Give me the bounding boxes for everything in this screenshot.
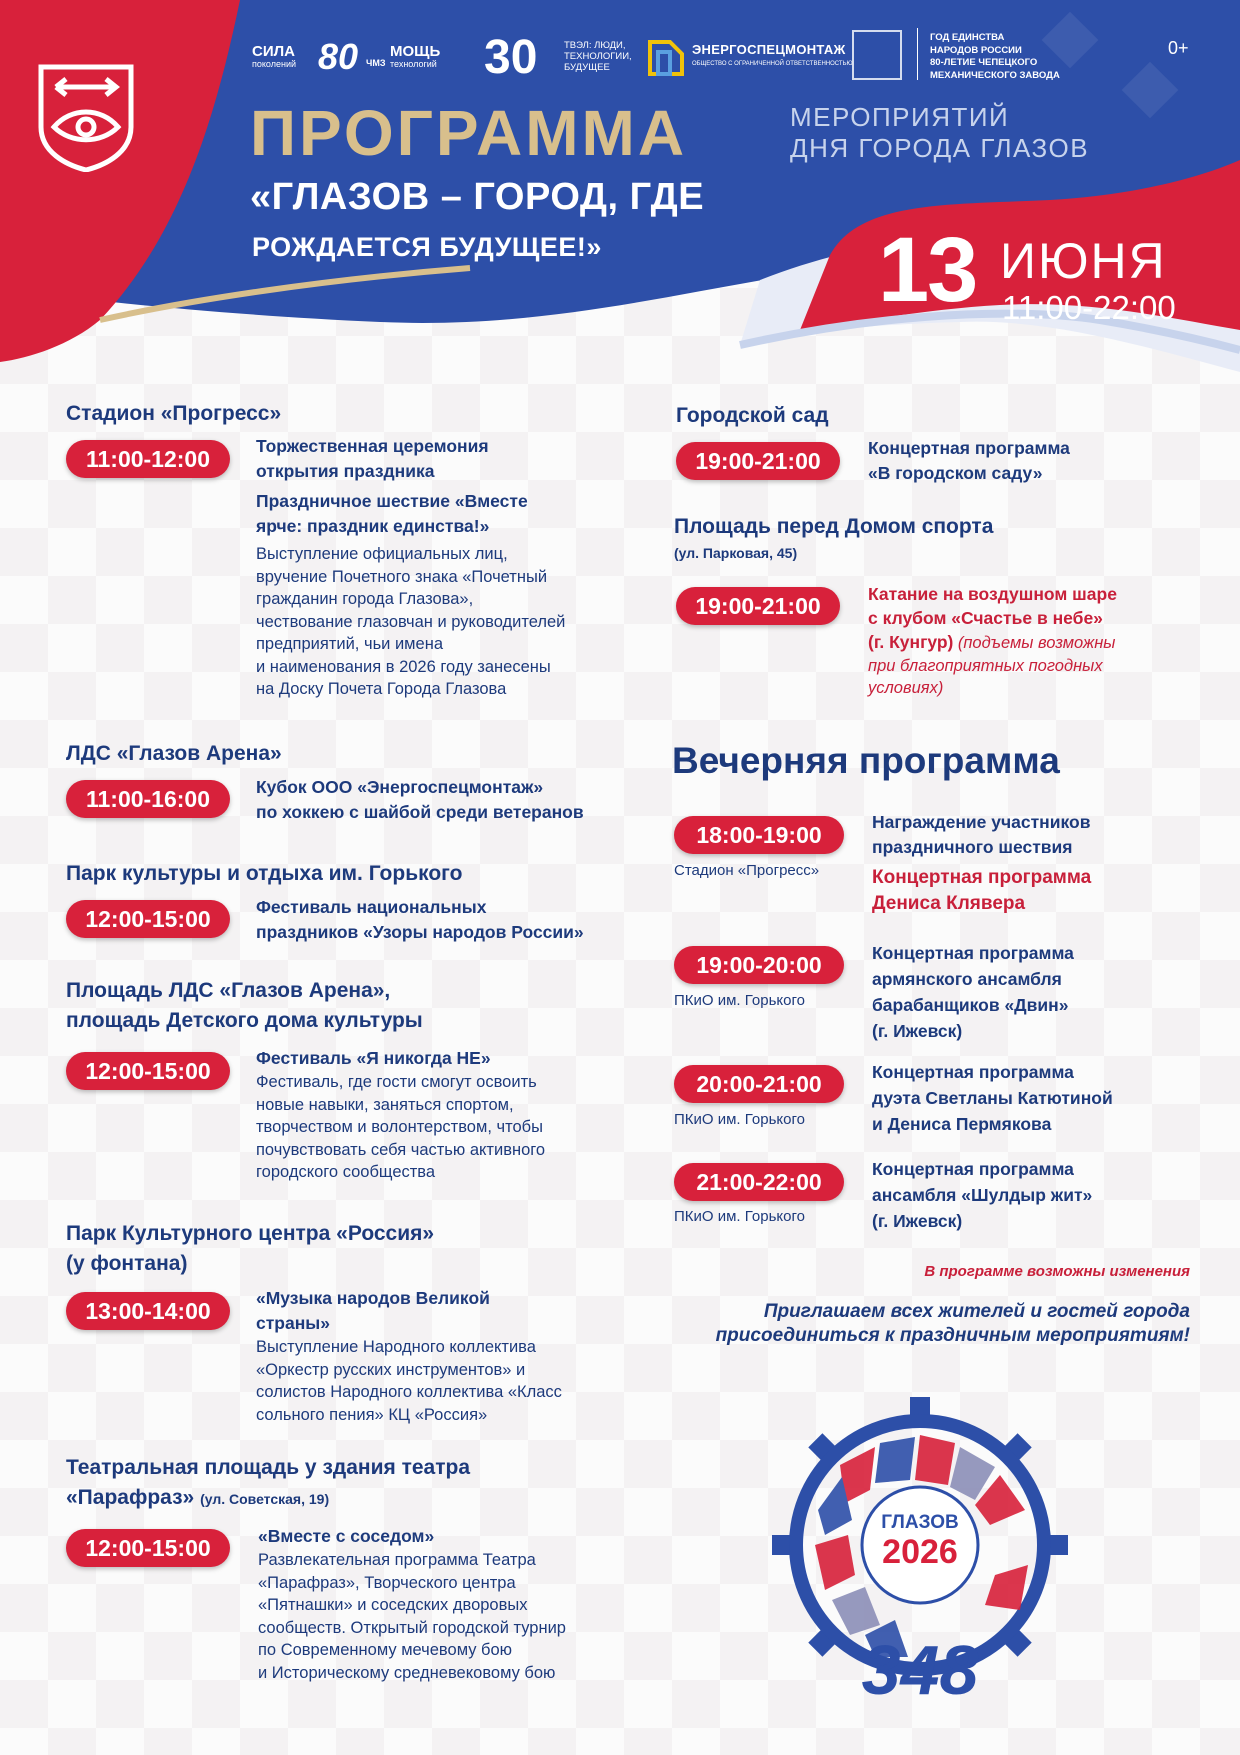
venue-title: Стадион «Прогресс» (66, 402, 282, 425)
age-rating: 0+ (1168, 38, 1189, 58)
venue-title: Парк Культурного центра «Россия» (у фонтана) (66, 1222, 435, 1275)
logo-divider (917, 28, 918, 80)
event-block: Торжественная церемония открытия праздника Праздничное шествие «Вместе ярче: праздник единства!» Выступление официальных лиц, вручение Почетного знака «Почетный гражданин города Глазова», чествование глазовчан и руководителей предприятий, чьи имена и наименования в 2026 году занесены на Доску Почета Города Глазова (256, 436, 566, 698)
time-pill: 19:00-20:00 (674, 946, 844, 984)
date-day: 13 (878, 219, 977, 321)
energo-logo-icon (646, 38, 686, 78)
event-block: Концертная программа дуэта Светланы Катютиной и Дениса Пермякова (872, 1062, 1113, 1134)
event-block: Катание на воздушном шаре с клубом «Счастье в небе» (г. Кунгур) (подъемы возможны при благоприятных погодных условиях) (868, 584, 1117, 697)
time-pill: 21:00-22:00 (674, 1163, 844, 1201)
event-block: Награждение участников праздничного шествия Концертная программа Дениса Клявера (872, 812, 1092, 914)
time-pill: 19:00-21:00 (676, 587, 840, 625)
slogan-line-1: «ГЛАЗОВ – ГОРОД, ГДЕ (250, 176, 705, 218)
event-location: ПКиО им. Горького (674, 1208, 805, 1225)
logo-year-text: ГОД ЕДИНСТВА НАРОДОВ РОССИИ 80-ЛЕТИЕ ЧЕПЕЦКОГО МЕХАНИЧЕСКОГО ЗАВОДА (930, 32, 1060, 81)
emblem-year: 2026 (882, 1533, 958, 1571)
time-pill: 12:00-15:00 (66, 900, 230, 938)
date-month: ИЮНЯ (1000, 233, 1167, 289)
event-location: Стадион «Прогресс» (674, 862, 820, 879)
event-block: Фестиваль «Я никогда НЕ» Фестиваль, где гости смогут освоить новые навыки, заняться спортом, творчеством и волонтерством, чтобы почувствовать себя частью активного городского сообщества (256, 1048, 546, 1181)
venue-title: ЛДС «Глазов Арена» (66, 742, 282, 765)
evening-program-title: Вечерняя программа (672, 740, 1060, 781)
logo-pokoleniy-text: поколений (252, 58, 297, 69)
venue-address: (ул. Парковая, 45) (674, 545, 798, 561)
logo-30: 30 (484, 31, 538, 84)
venue-title: Городской сад (676, 404, 829, 427)
logo-chmz: ЧМЗ (366, 58, 386, 68)
program-subtitle: МЕРОПРИЯТИЙ ДНЯ ГОРОДА ГЛАЗОВ (790, 102, 1090, 163)
time-pill: 19:00-21:00 (676, 442, 840, 480)
logo-energo-sub: ОБЩЕСТВО С ОГРАНИЧЕННОЙ ОТВЕТСТВЕННОСТЬЮ (692, 61, 853, 67)
event-block: «Вместе с соседом» Развлекательная программа Театра «Парафраз», Творческого центра «Пятнашки» и соседских дворовых сообществ. Открытый городской турнир по Современному мечевому бою и Историческому средневековому бою (258, 1526, 566, 1682)
slogan-line-2: РОЖДАЕТСЯ БУДУЩЕЕ!» (252, 232, 602, 262)
logo-energo-text: ЭНЕРГОСПЕЦМОНТАЖ (692, 42, 846, 57)
date-hours: 11:00-22:00 (1002, 289, 1176, 326)
event-block: «Музыка народов Великой страны» Выступление Народного коллектива «Оркестр русских инструментов» и солистов Народного коллектива «Класс сольного пения» КЦ «Россия» (256, 1288, 562, 1424)
time-pill: 12:00-15:00 (66, 1529, 230, 1567)
year-unity-emblem-icon (852, 30, 902, 80)
time-pill: 11:00-12:00 (66, 440, 230, 478)
event-block: Концертная программа «В городском саду» (868, 438, 1070, 483)
venue-title: Площадь ЛДС «Глазов Арена», площадь Детского дома культуры (66, 979, 423, 1032)
emblem-city: ГЛАЗОВ (881, 1512, 959, 1533)
time-pill: 12:00-15:00 (66, 1052, 230, 1090)
event-location: ПКиО им. Горького (674, 1111, 805, 1128)
time-pill: 13:00-14:00 (66, 1292, 230, 1330)
logo-tekhnologiy-text: технологий (390, 58, 437, 69)
time-pill: 11:00-16:00 (66, 780, 230, 818)
logo-moshch-text: МОЩЬ (390, 43, 441, 60)
event-block: Концертная программа армянского ансамбля барабанщиков «Двин» (г. Ижевск) (872, 943, 1074, 1041)
event-location: ПКиО им. Горького (674, 992, 805, 1009)
logo-tvel-text: ТВЭЛ: ЛЮДИ, ТЕХНОЛОГИИ, БУДУЩЕЕ (564, 40, 632, 73)
venue-title: Парк культуры и отдыха им. Горького (66, 862, 463, 885)
logo-sila-text: СИЛА (252, 43, 295, 60)
invitation-text: Приглашаем всех жителей и гостей города присоединиться к праздничным мероприятиям! (715, 1301, 1190, 1346)
logo-80: 80 (318, 36, 359, 77)
time-pill: 20:00-21:00 (674, 1065, 844, 1103)
venue-title: Театральная площадь у здания театра «Парафраз» (ул. Советская, 19) (66, 1456, 471, 1509)
event-block: Концертная программа ансамбля «Шулдыр жит» (г. Ижевск) (872, 1159, 1093, 1231)
changes-note: В программе возможны изменения (924, 1263, 1190, 1280)
city-crest-icon (36, 62, 136, 172)
event-block: Кубок ООО «Энергоспецмонтаж» по хоккею с шайбой среди ветеранов (256, 777, 584, 822)
emblem-age: 348 (861, 1631, 979, 1709)
event-block: Фестиваль национальных праздников «Узоры народов России» (256, 897, 584, 942)
venue-title: Площадь перед Домом спорта (674, 515, 994, 538)
time-pill: 18:00-19:00 (674, 816, 844, 854)
program-title: ПРОГРАММА (250, 97, 688, 169)
